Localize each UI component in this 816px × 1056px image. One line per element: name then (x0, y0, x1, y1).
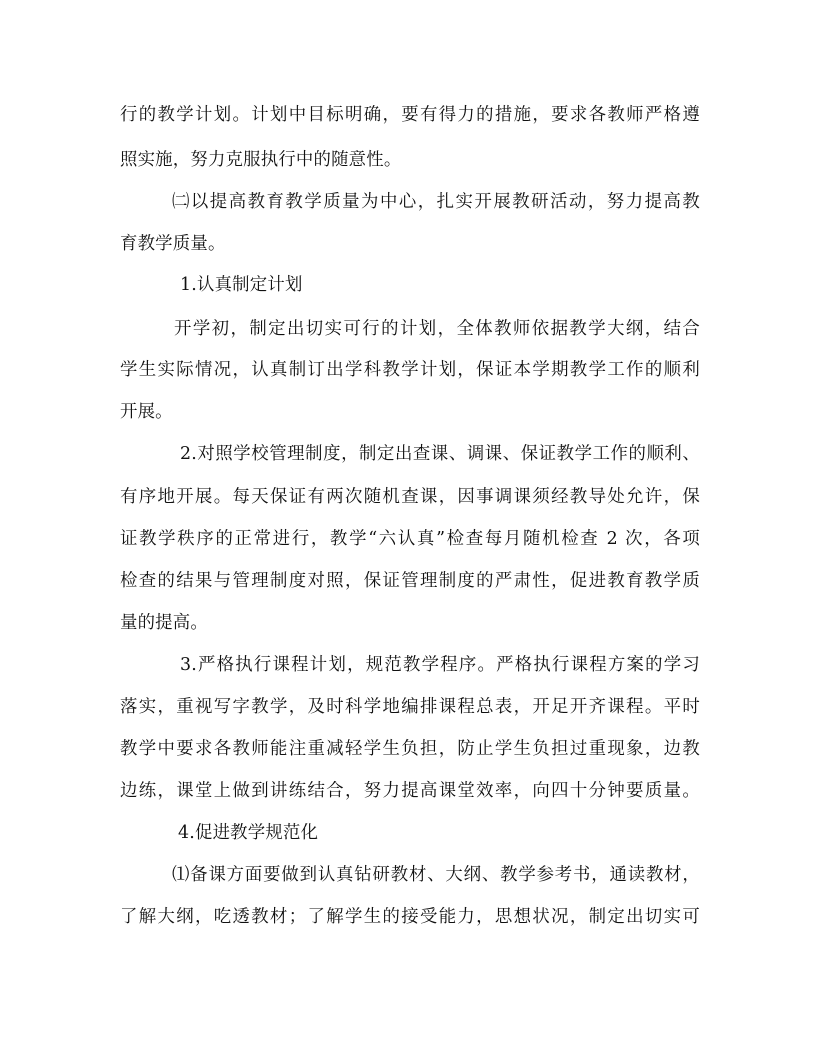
text-line-13: 量的提高。 (120, 613, 208, 633)
section-heading-2: ㈡以提高教育教学质量为中心，扎实开展教研活动，努力提高教 (172, 192, 700, 212)
text-line-19: ⑴备课方面要做到认真钻研教材、大纲、教学参考书，通读教材， (172, 865, 700, 885)
text-line-8: 开展。 (120, 402, 173, 422)
text-line-16: 教学中要求各教师能注重减轻学生负担，防止学生负担过重现象，边教 (120, 739, 700, 759)
text-line-11: 证教学秩序的正常进行，教学“六认真”检查每月随机检查 2 次，各项 (120, 529, 700, 549)
text-line-2: 照实施，努力克服执行中的随意性。 (120, 150, 402, 170)
text-line-4: 育教学质量。 (120, 234, 226, 254)
text-line-10: 有序地开展。每天保证有两次随机查课，因事调课须经教导处允许，保 (120, 487, 700, 507)
subsection-heading-4: 4.促进教学规范化 (178, 823, 319, 843)
subsection-heading-1: 1.认真制定计划 (180, 275, 303, 295)
text-line-15: 落实，重视写字教学，及时科学地编排课程总表，开足开齐课程。平时 (120, 697, 700, 717)
text-line-20: 了解大纲，吃透教材；了解学生的接受能力，思想状况，制定出切实可 (120, 907, 700, 927)
text-line-6: 开学初，制定出切实可行的计划，全体教师依据教学大纲，结合 (174, 319, 700, 339)
text-line-17: 边练，课堂上做到讲练结合，努力提高课堂效率，向四十分钟要质量。 (120, 781, 700, 801)
subsection-heading-3: 3.严格执行课程计划，规范教学程序。严格执行课程方案的学习 (180, 655, 700, 675)
text-line-7: 学生实际情况，认真制订出学科教学计划，保证本学期教学工作的顺利 (120, 360, 700, 380)
text-line-1: 行的教学计划。计划中目标明确，要有得力的措施，要求各教师严格遵 (120, 105, 700, 125)
subsection-heading-2: 2.对照学校管理制度，制定出查课、调课、保证教学工作的顺利、 (180, 444, 700, 464)
text-line-12: 检查的结果与管理制度对照，保证管理制度的严肃性，促进教育教学质 (120, 571, 700, 591)
